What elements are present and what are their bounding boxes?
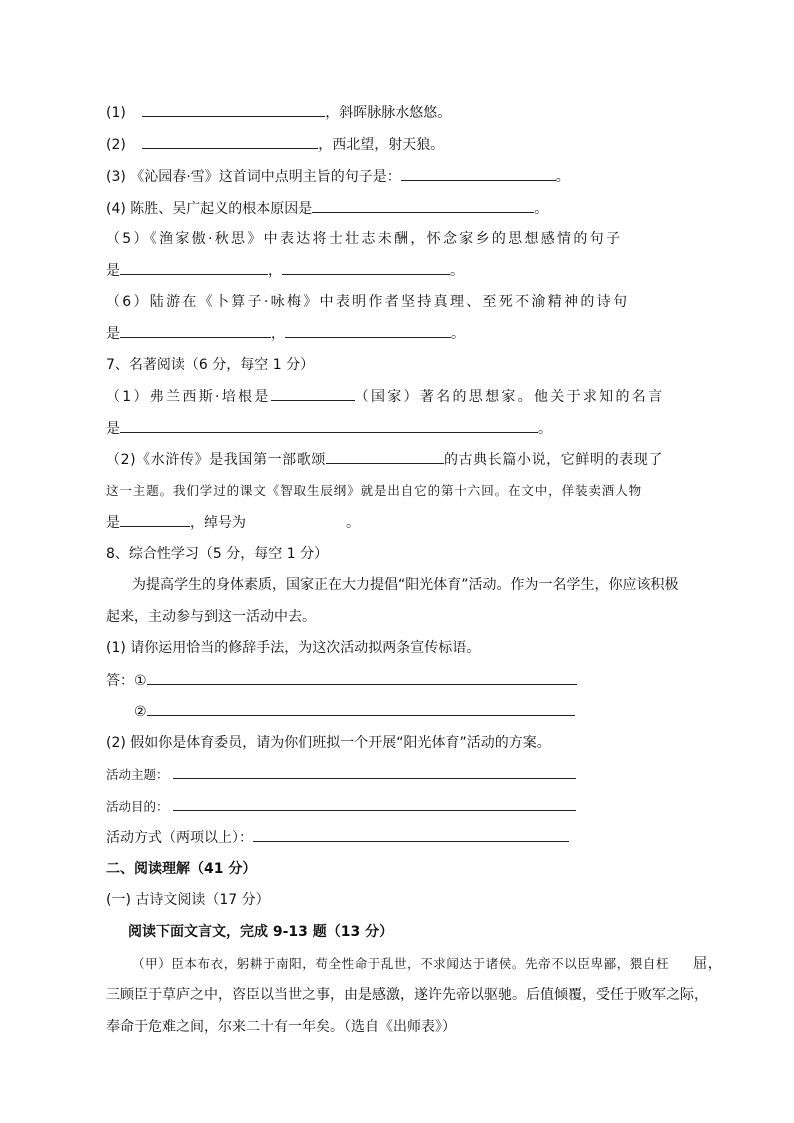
activity-method-field[interactable] <box>253 827 569 842</box>
activity-purpose-row <box>106 796 576 817</box>
answer-blank[interactable] <box>271 386 355 401</box>
period: 。 <box>534 201 549 217</box>
answer-blank[interactable] <box>120 260 268 275</box>
question-7-2-line3 <box>106 512 360 533</box>
question-text: ，绰号为 <box>190 515 246 531</box>
question-7-1-line1 <box>106 386 664 407</box>
answer-blank[interactable] <box>401 166 556 181</box>
passage-line3: 奉命于危难之间，尔来二十有一年矣。（选自《出师表》） <box>106 1019 456 1035</box>
question-number: (4) <box>106 201 126 217</box>
passage-line1 <box>132 954 722 974</box>
label: 是 <box>106 515 120 531</box>
passage-text: 屈， <box>693 956 723 972</box>
question-7-2-line2: 这一主题。我们学过的课文《智取生辰纲》就是出自它的第十六回。在文中，佯装卖酒人物 <box>106 483 643 498</box>
answer-blank[interactable] <box>282 260 450 275</box>
question-text: ，西北望，射天狼。 <box>318 137 445 153</box>
question-number: (3) <box>106 169 126 185</box>
question-text: 《沁园春·雪》这首词中点明主旨的句子是： <box>130 169 401 185</box>
label: 是 <box>106 263 120 279</box>
passage-text: （甲）臣本布衣，躬耕于南阳，苟全性命于乱世，不求闻达于诸侯。先帝不以臣卑鄙，猥自枉 <box>132 956 670 971</box>
period: 。 <box>555 169 570 185</box>
answer-blank[interactable] <box>120 512 190 527</box>
reading-task-title: 阅读下面文言文，完成 9-13 题（13 分） <box>128 924 394 940</box>
question-5-line2 <box>106 260 464 281</box>
question-6-line1: （6）陆游在《卜算子·咏梅》中表明作者坚持真理、至死不渝精神的诗句 <box>106 294 630 310</box>
answer-blank[interactable] <box>142 102 325 117</box>
subsection-1-title: (一) 古诗文阅读（17 分） <box>106 892 270 908</box>
answer-blank[interactable] <box>142 134 318 149</box>
intro-line1: 为提高学生的身体素质，国家正在大力提倡“阳光体育”活动。作为一名学生，你应该积极 <box>132 577 679 593</box>
comma: ， <box>271 326 285 342</box>
passage-line2: 三顾臣于草庐之中，咨臣以当世之事，由是感激，遂许先帝以驱驰。后值倾覆，受任于败军之际， <box>106 987 708 1003</box>
period: 。 <box>346 515 360 531</box>
question-5-line1: （5）《渔家傲·秋思》中表达将士壮志未酬，怀念家乡的思想感情的句子 <box>106 231 623 247</box>
question-number: (2) <box>106 137 126 153</box>
activity-theme-label: 活动主题： <box>106 767 169 782</box>
question-6-line2 <box>106 323 465 344</box>
period: 。 <box>451 326 465 342</box>
section-8-title: 8、综合性学习（5 分，每空 1 分） <box>106 546 329 562</box>
activity-purpose-field[interactable] <box>173 796 576 811</box>
question-3 <box>106 166 570 187</box>
answer-blank[interactable] <box>120 323 271 338</box>
question-text: 的古典长篇小说，它鲜明的表现了 <box>443 452 663 468</box>
question-text: 陈胜、吴广起义的根本原因是 <box>130 201 313 217</box>
question-8-1: (1) 请你运用恰当的修辞手法，为这次活动拟两条宣传标语。 <box>106 640 481 656</box>
label: 是 <box>106 421 120 437</box>
question-2 <box>106 134 444 155</box>
question-text: （2)《水浒传》是我国第一部歌颂 <box>106 452 326 468</box>
activity-theme-row <box>106 764 576 785</box>
answer-blank[interactable] <box>326 449 444 464</box>
answer-2-row <box>134 701 575 722</box>
activity-method-label: 活动方式（两项以上）： <box>106 830 253 846</box>
section-7-title: 7、名著阅读（6 分，每空 1 分） <box>106 357 315 373</box>
label: 是 <box>106 326 120 342</box>
answer-blank[interactable] <box>147 670 577 685</box>
activity-theme-field[interactable] <box>173 764 576 779</box>
answer-blank[interactable] <box>147 701 575 716</box>
answer-label: ② <box>134 704 147 720</box>
answer-blank[interactable] <box>285 323 451 338</box>
answer-blank[interactable] <box>312 198 534 213</box>
intro-line2: 起来，主动参与到这一活动中去。 <box>106 609 316 625</box>
question-7-2-line1 <box>106 449 663 470</box>
question-text: （1）弗兰西斯·培根是 <box>106 389 271 405</box>
question-text: （国家）著名的思想家。他关于求知的名言 <box>354 389 665 405</box>
question-7-1-line2 <box>106 418 552 439</box>
question-text: ，斜晖脉脉水悠悠。 <box>325 105 452 121</box>
activity-purpose-label: 活动目的： <box>106 799 169 814</box>
part-2-title: 二、阅读理解（41 分） <box>106 861 257 877</box>
activity-method-row <box>106 827 569 848</box>
period: 。 <box>538 421 552 437</box>
answer-label: 答：① <box>106 673 147 689</box>
comma: ， <box>268 263 282 279</box>
question-8-2: (2) 假如你是体育委员，请为你们班拟一个开展“阳光体育”活动的方案。 <box>106 735 551 751</box>
answer-blank[interactable] <box>120 418 538 433</box>
question-1 <box>106 102 451 123</box>
question-4 <box>106 198 548 219</box>
question-number: (1) <box>106 105 126 121</box>
answer-1-row <box>106 670 577 691</box>
period: 。 <box>450 263 464 279</box>
